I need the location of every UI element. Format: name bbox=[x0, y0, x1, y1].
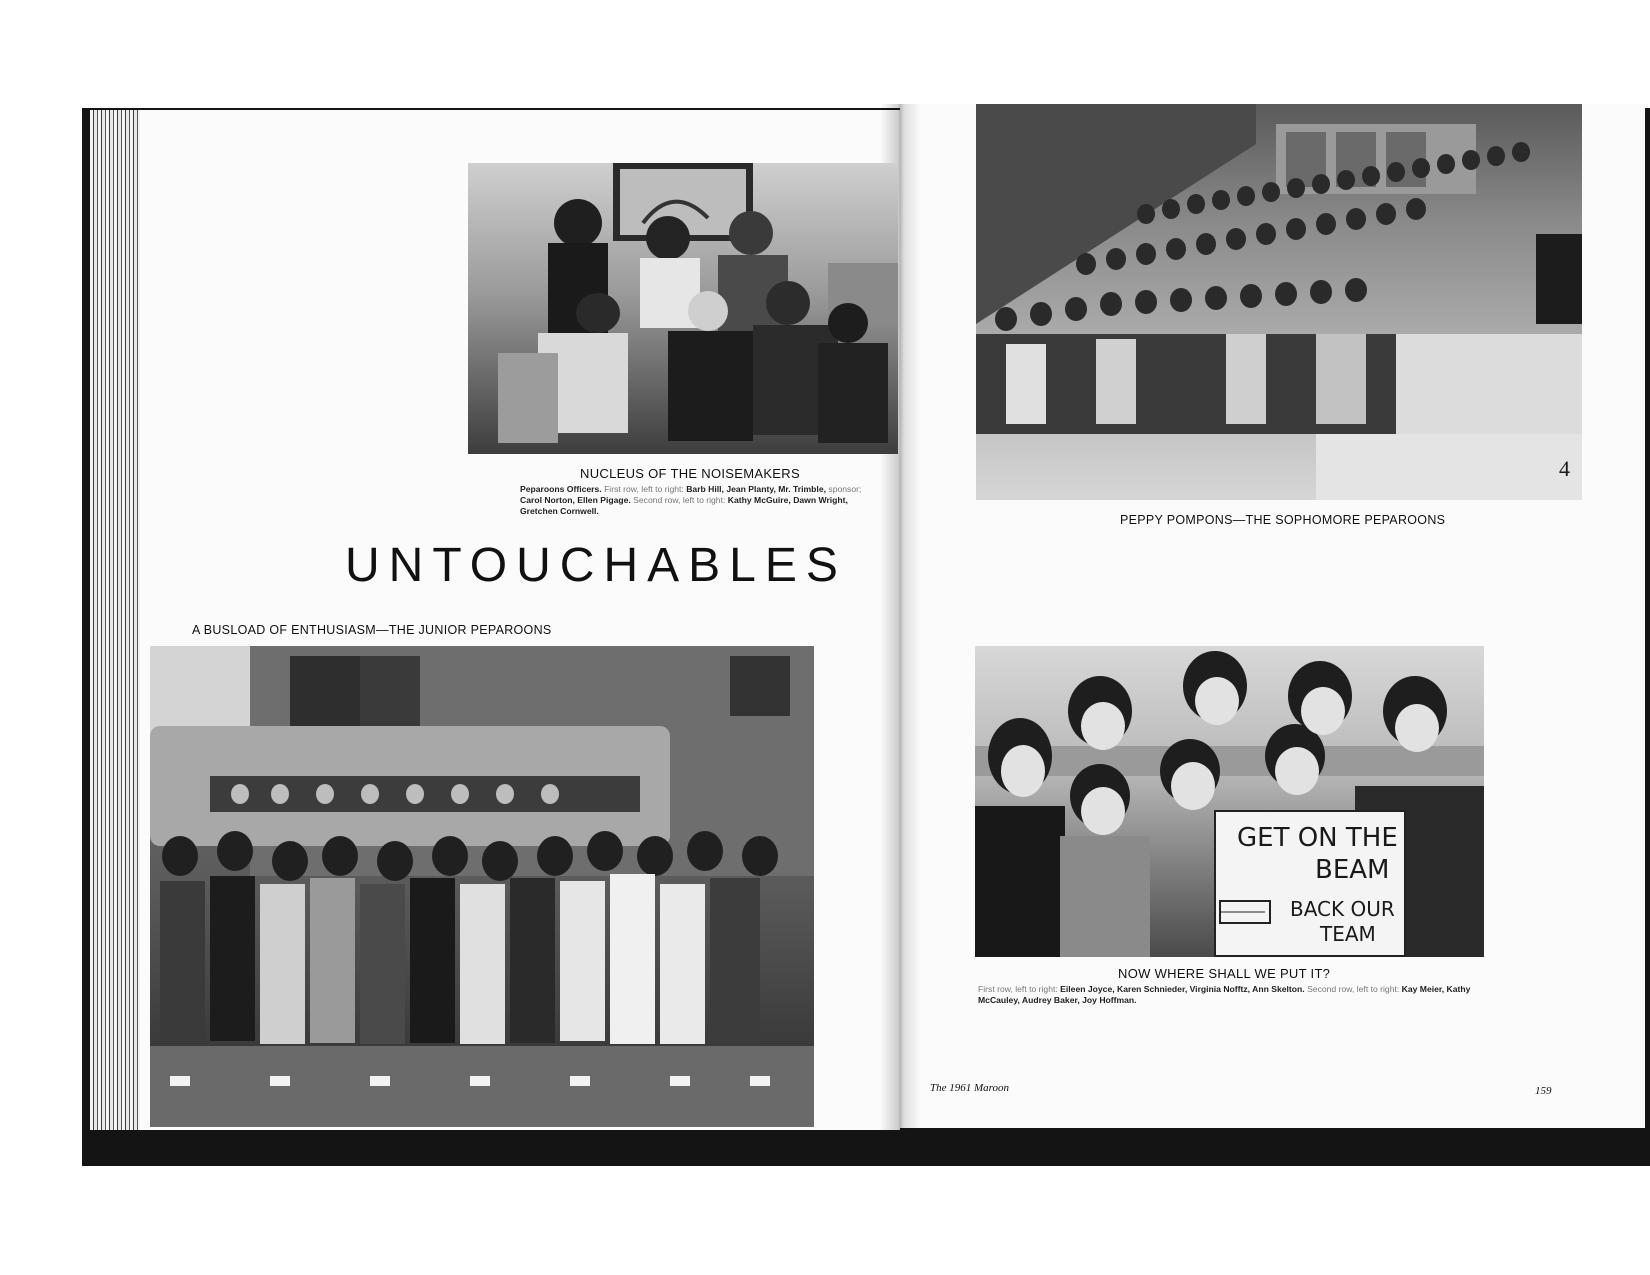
sign-caption-row2-names: Kay Meier, Kathy McCauley, Audrey Baker, Joy Hoffman. bbox=[978, 984, 1471, 1005]
photo-sign-title: NOW WHERE SHALL WE PUT IT? bbox=[1118, 966, 1331, 981]
photo-sign-image bbox=[975, 646, 1484, 957]
caption-intro: Peparoons Officers. bbox=[520, 484, 602, 494]
caption-row1-names: Barb Hill, Jean Planty, Mr. Trimble, bbox=[686, 484, 826, 494]
photo-officers bbox=[468, 163, 898, 454]
wall-number: 4 bbox=[1559, 456, 1570, 481]
photo-bleachers-title: PEPPY POMPONS—THE SOPHOMORE PEPAROONS bbox=[1120, 513, 1446, 527]
sign-line-1: GET ON THE bbox=[1237, 823, 1398, 853]
publication-footer: The 1961 Maroon bbox=[930, 1082, 1010, 1094]
sign-caption-row2-label: Second row, left to right: bbox=[1307, 984, 1400, 994]
sign-line-4: TEAM bbox=[1320, 922, 1376, 946]
sign-caption-row1-names: Eileen Joyce, Karen Schnieder, Virginia Nofftz, Ann Skelton. bbox=[1060, 984, 1305, 994]
photo-sign-caption bbox=[978, 984, 1488, 1006]
sign-line-3: BACK OUR bbox=[1290, 897, 1395, 921]
photo-bus-image bbox=[150, 646, 814, 1127]
caption-row2-label: Second row, left to right: bbox=[633, 495, 726, 505]
sign-line-2: BEAM bbox=[1315, 855, 1390, 885]
photo-officers-title: NUCLEUS OF THE NOISEMAKERS bbox=[580, 466, 800, 481]
photo-bus-title: A BUSLOAD OF ENTHUSIASM—THE JUNIOR PEPAROONS bbox=[192, 623, 552, 637]
caption-sponsor-label: sponsor; bbox=[828, 484, 862, 494]
photo-officers-image bbox=[468, 163, 898, 454]
photo-bus bbox=[150, 646, 814, 1127]
photo-bleachers-image bbox=[976, 104, 1582, 500]
photo-sign bbox=[975, 646, 1484, 957]
photo-bleachers bbox=[976, 104, 1582, 500]
caption-row1-label: First row, left to right: bbox=[604, 484, 684, 494]
caption-row2-names: Kathy McGuire, Dawn Wright, Gretchen Cornwell. bbox=[520, 495, 848, 516]
page-number: 159 bbox=[1535, 1085, 1552, 1097]
sign-caption-row1-label: First row, left to right: bbox=[978, 984, 1058, 994]
caption-sponsor-names: Carol Norton, Ellen Pigage. bbox=[520, 495, 631, 505]
page-headline: UNTOUCHABLES bbox=[345, 539, 847, 592]
photo-officers-caption bbox=[520, 484, 865, 517]
